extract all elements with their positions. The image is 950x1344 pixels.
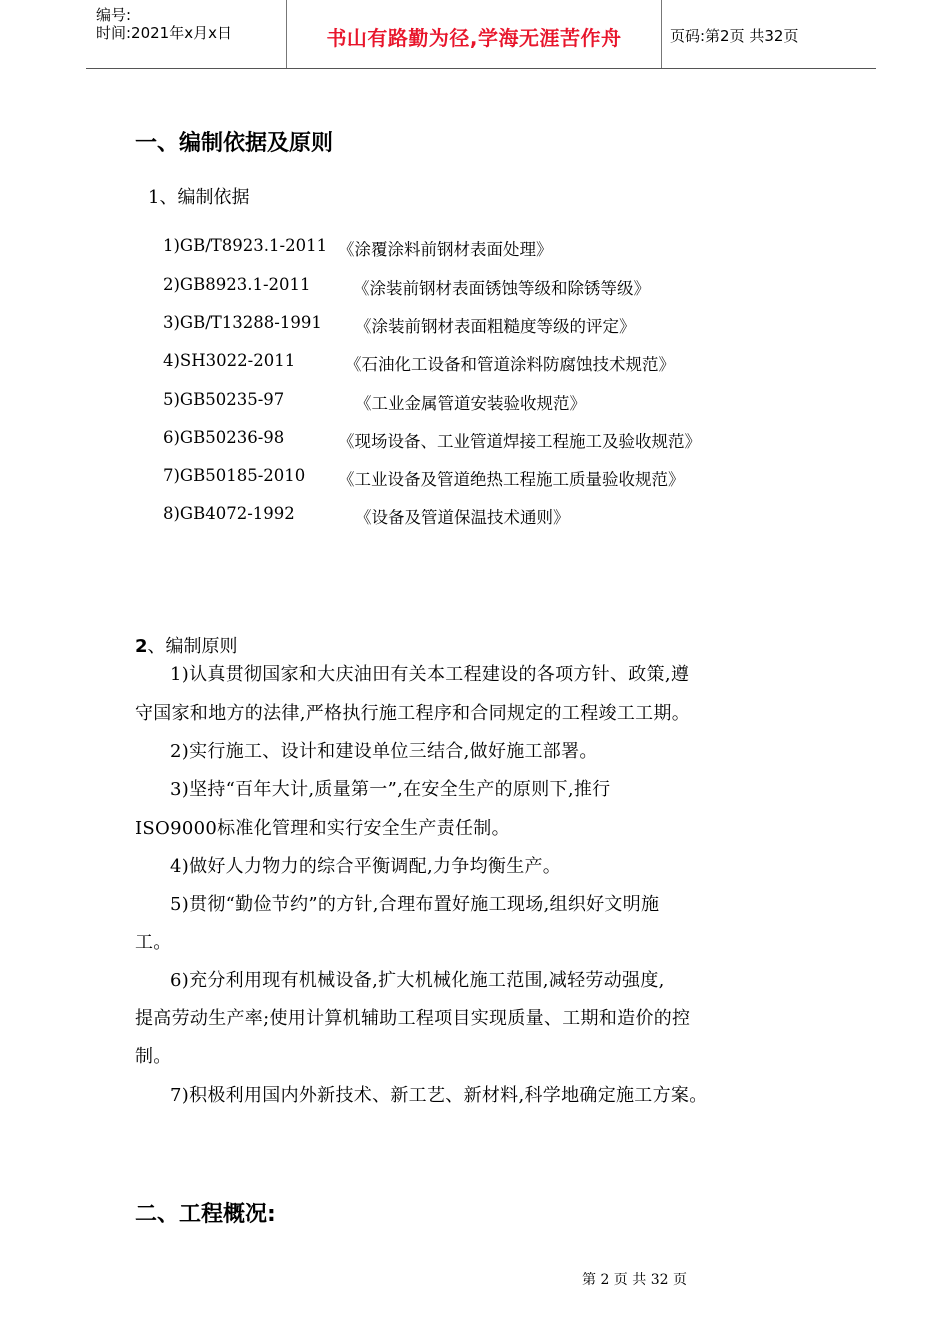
header-left-cell: [86, 0, 286, 68]
principle-line: 5)贯彻“勤俭节约”的方针,合理布置好施工现场,组织好文明施: [170, 894, 660, 915]
reference-number: 6)GB50236-98: [163, 428, 285, 447]
reference-item: [163, 313, 636, 336]
reference-title: 《工业金属管道安装验收规范》: [355, 394, 586, 413]
reference-number: 2)GB8923.1-2011: [163, 275, 311, 294]
reference-title: 《涂覆涂料前钢材表面处理》: [338, 240, 553, 259]
serial-number-label: 编号:: [96, 6, 132, 24]
motto-text: 书山有路勤为径,学海无涯苦作舟: [326, 26, 622, 50]
reference-title: 《涂装前钢材表面锈蚀等级和除锈等级》: [353, 279, 650, 298]
subsection-2-number: 2: [135, 636, 148, 657]
section-1-title: 一、编制依据及原则: [135, 131, 334, 156]
reference-item: [163, 390, 586, 413]
principle-line: 2)实行施工、设计和建设单位三结合,做好施工部署。: [170, 741, 598, 762]
reference-item: [163, 236, 553, 259]
reference-number: 4)SH3022-2011: [163, 351, 296, 370]
header-right-cell: [660, 0, 876, 68]
reference-item: [163, 275, 650, 298]
reference-title: 《设备及管道保温技术通则》: [355, 508, 570, 527]
principle-line: 1)认真贯彻国家和大庆油田有关本工程建设的各项方针、政策,遵: [170, 664, 690, 685]
reference-title: 《涂装前钢材表面粗糙度等级的评定》: [355, 317, 636, 336]
reference-number: 3)GB/T13288-1991: [163, 313, 322, 332]
principle-line: 提高劳动生产率;使用计算机辅助工程项目实现质量、工期和造价的控: [135, 1008, 691, 1029]
principle-line: 6)充分利用现有机械设备,扩大机械化施工范围,减轻劳动强度,: [170, 970, 665, 991]
reference-title: 《现场设备、工业管道焊接工程施工及验收规范》: [338, 432, 701, 451]
reference-number: 8)GB4072-1992: [163, 504, 295, 523]
subsection-2-text: 、编制原则: [147, 636, 238, 657]
subsection-2-title: [135, 632, 238, 658]
reference-item: [163, 466, 685, 489]
reference-title: 《工业设备及管道绝热工程施工质量验收规范》: [338, 470, 685, 489]
principle-line: 制。: [135, 1046, 172, 1067]
reference-title: 《石油化工设备和管道涂料防腐蚀技术规范》: [345, 355, 675, 374]
reference-number: 7)GB50185-2010: [163, 466, 306, 485]
section-2-title: 二、工程概况:: [135, 1202, 276, 1227]
principle-line: 3)坚持“百年大计,质量第一”,在安全生产的原则下,推行: [170, 779, 611, 800]
page-number-label: 页码:第2页 共32页: [670, 27, 799, 45]
header-motto-cell: [286, 0, 662, 68]
page-footer: 第 2 页 共 32 页: [582, 1272, 687, 1288]
page-header: [86, 0, 876, 69]
principle-line: 7)积极利用国内外新技术、新工艺、新材料,科学地确定施工方案。: [170, 1085, 708, 1106]
date-label: 时间:2021年x月x日: [96, 24, 232, 42]
reference-number: 1)GB/T8923.1-2011: [163, 236, 328, 255]
principle-line: ISO9000标准化管理和实行安全生产责任制。: [135, 818, 510, 839]
reference-item: [163, 428, 701, 451]
reference-item: [163, 351, 675, 374]
subsection-1-title: 1、编制依据: [148, 187, 250, 208]
reference-number: 5)GB50235-97: [163, 390, 285, 409]
reference-item: [163, 504, 570, 527]
principle-line: 工。: [135, 932, 172, 953]
principle-line: 4)做好人力物力的综合平衡调配,力争均衡生产。: [170, 856, 562, 877]
principle-line: 守国家和地方的法律,严格执行施工程序和合同规定的工程竣工工期。: [135, 703, 691, 724]
